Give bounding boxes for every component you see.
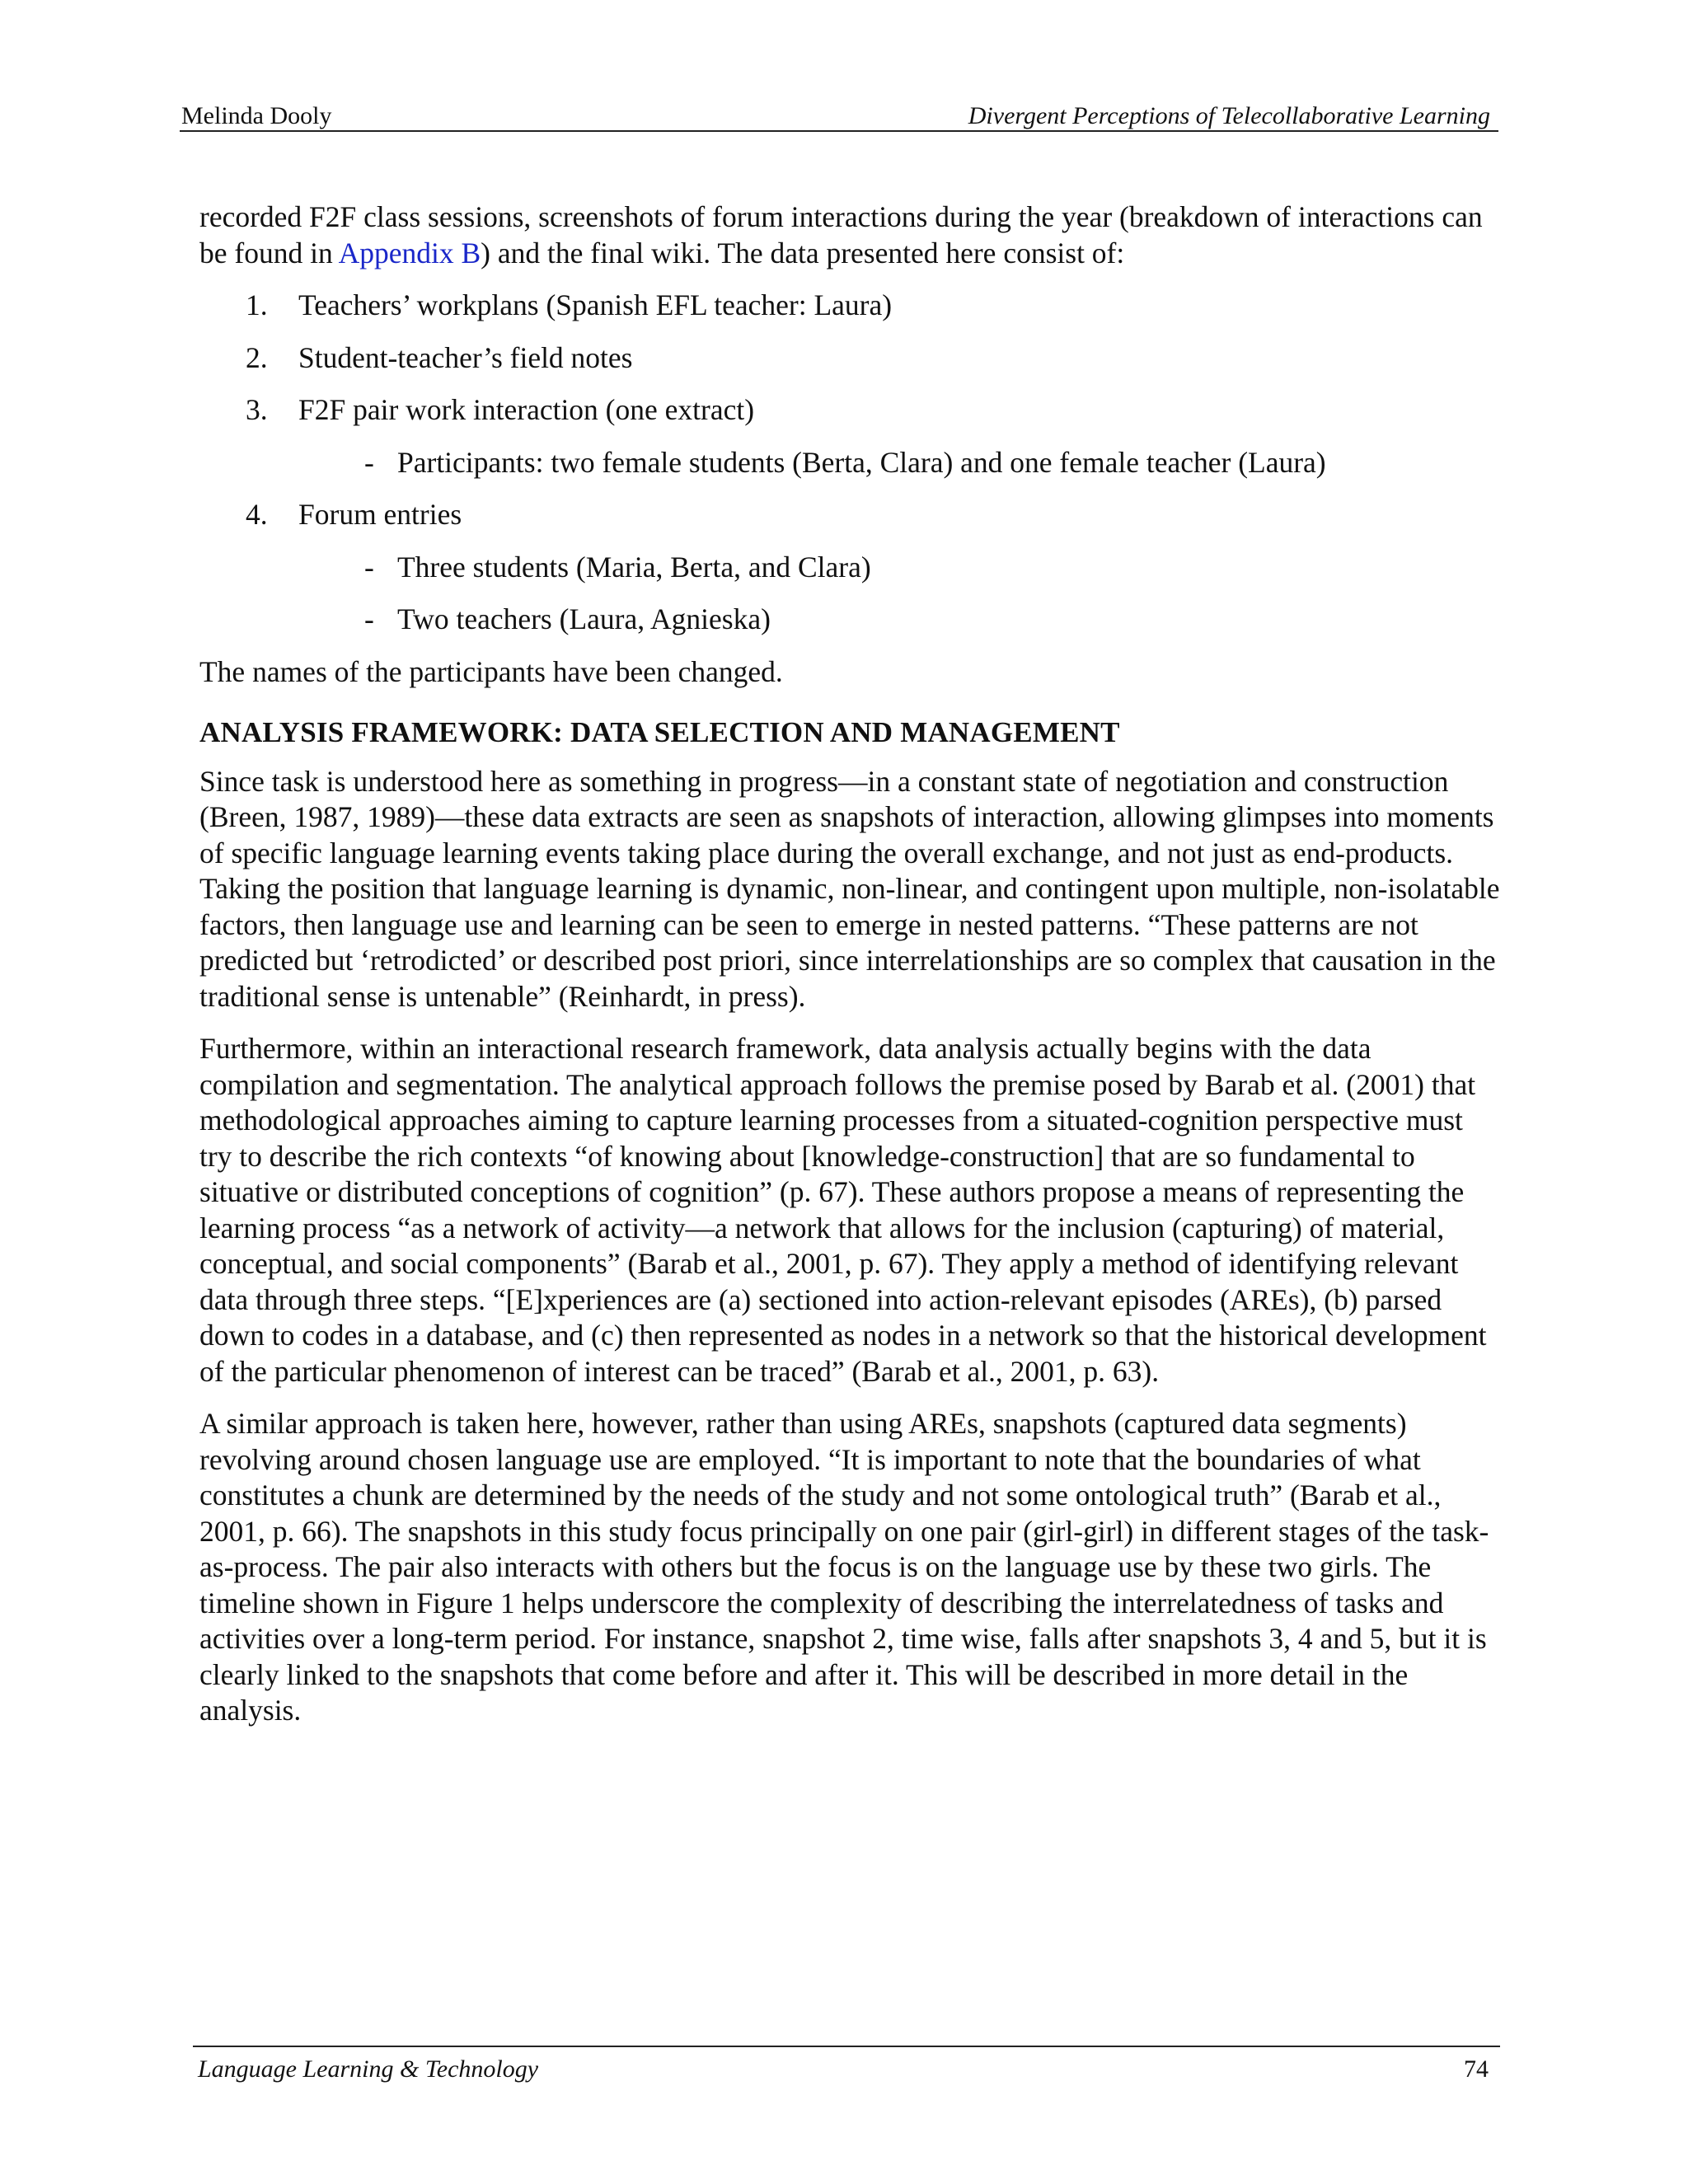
list-item-number: 3. xyxy=(246,393,268,426)
list-item-number: 1. xyxy=(246,288,268,321)
list-item xyxy=(199,497,1502,638)
running-header xyxy=(180,97,1498,132)
list-item-number: 4. xyxy=(246,498,268,531)
journal-name: Language Learning & Technology xyxy=(198,2055,539,2083)
sub-list-item-text: Two teachers (Laura, Agnieska) xyxy=(397,602,771,635)
list-item-label: Student-teacher’s field notes xyxy=(298,340,633,374)
sub-list-item-text: Participants: two female students (Berta, Clara) and one female teacher (Laura) xyxy=(397,445,1326,479)
list-item-label: F2F pair work interaction (one extract) xyxy=(298,393,755,426)
article-short-title: Divergent Perceptions of Telecollaborative Learning xyxy=(968,102,1490,129)
section-heading: ANALYSIS FRAMEWORK: DATA SELECTION AND MANAGEMENT xyxy=(199,716,1120,748)
author-name: Melinda Dooly xyxy=(181,102,332,129)
intro-text-before-link: recorded F2F class sessions, screenshots of forum interactions during the year (breakdown of interactions can be found in xyxy=(199,200,1483,269)
sub-list xyxy=(298,550,1502,638)
list-item-number: 2. xyxy=(246,340,268,374)
list-item xyxy=(199,392,1502,480)
sub-list-item xyxy=(199,550,1502,586)
list-item-label: Forum entries xyxy=(298,498,462,531)
names-note: The names of the participants have been changed. xyxy=(199,654,783,688)
data-list xyxy=(199,288,1502,638)
body-paragraph: Since task is understood here as something in progress—in a constant state of negotiation and construction (Breen, 1987, 1989)—these data extracts are seen as snapshots of interaction, allowing glimpses into moments of specific language learning events taking place during the overall exchange, and not just as end-products. Taking the position that language learning is dynamic, non-linear, and contingent upon multiple, non-isolatable factors, then language use and learning can be seen to emerge in nested patterns. “These patterns are not predicted but ‘retrodicted’ or described post priori, since interrelationships are so complex that causation in the traditional sense is untenable” (Reinhardt, in press). xyxy=(199,764,1500,1013)
dash-bullet: - xyxy=(364,445,374,479)
list-item xyxy=(199,288,1502,324)
running-footer xyxy=(193,2046,1500,2088)
dash-bullet: - xyxy=(364,602,374,635)
list-item-label: Teachers’ workplans (Spanish EFL teacher: Laura) xyxy=(298,288,893,321)
intro-text-after-link: ) and the final wiki. The data presented here consist of: xyxy=(481,236,1125,269)
sub-list xyxy=(298,445,1502,481)
appendix-b-link[interactable]: Appendix B xyxy=(338,236,481,269)
sub-list-item xyxy=(199,602,1502,638)
dash-bullet: - xyxy=(364,550,374,583)
list-item xyxy=(199,340,1502,377)
intro-paragraph xyxy=(199,199,1502,271)
sub-list-item xyxy=(199,445,1502,481)
sub-list-item-text: Three students (Maria, Berta, and Clara) xyxy=(397,550,871,583)
page-number: 74 xyxy=(1464,2055,1489,2083)
main-text xyxy=(199,199,1502,1746)
body-paragraph: A similar approach is taken here, however, rather than using AREs, snapshots (captured data segments) revolving around chosen language use are employed. “It is important to note that the boundaries of what constitutes a chunk are determined by the needs of the study and not some ontological truth” (Barab et al., 2001, p. 66). The snapshots in this study focus principally on one pair (girl-girl) in different stages of the task-as-process. The pair also interacts with others but the focus is on the language use by these two girls. The timeline shown in Figure 1 helps underscore the complexity of describing the interrelatedness of tasks and activities over a long-term period. For instance, snapshot 2, time wise, falls after snapshots 3, 4 and 5, but it is clearly linked to the snapshots that come before and after it. This will be described in more detail in the analysis. xyxy=(199,1407,1489,1727)
body-paragraph: Furthermore, within an interactional research framework, data analysis actually begins with the data compilation and segmentation. The analytical approach follows the premise posed by Barab et al. (2001) that methodological approaches aiming to capture learning processes from a situated-cognition perspective must try to describe the rich contexts “of knowing about [knowledge-construction] that are so fundamental to situative or distributed conceptions of cognition” (p. 67). These authors propose a means of representing the learning process “as a network of activity—a network that allows for the inclusion (capturing) of material, conceptual, and social components” (Barab et al., 2001, p. 67). They apply a method of identifying relevant data through three steps. “[E]xperiences are (a) sectioned into action-relevant episodes (AREs), (b) parsed down to codes in a database, and (c) then represented as nodes in a network so that the historical development of the particular phenomenon of interest can be traced” (Barab et al., 2001, p. 63). xyxy=(199,1032,1487,1388)
